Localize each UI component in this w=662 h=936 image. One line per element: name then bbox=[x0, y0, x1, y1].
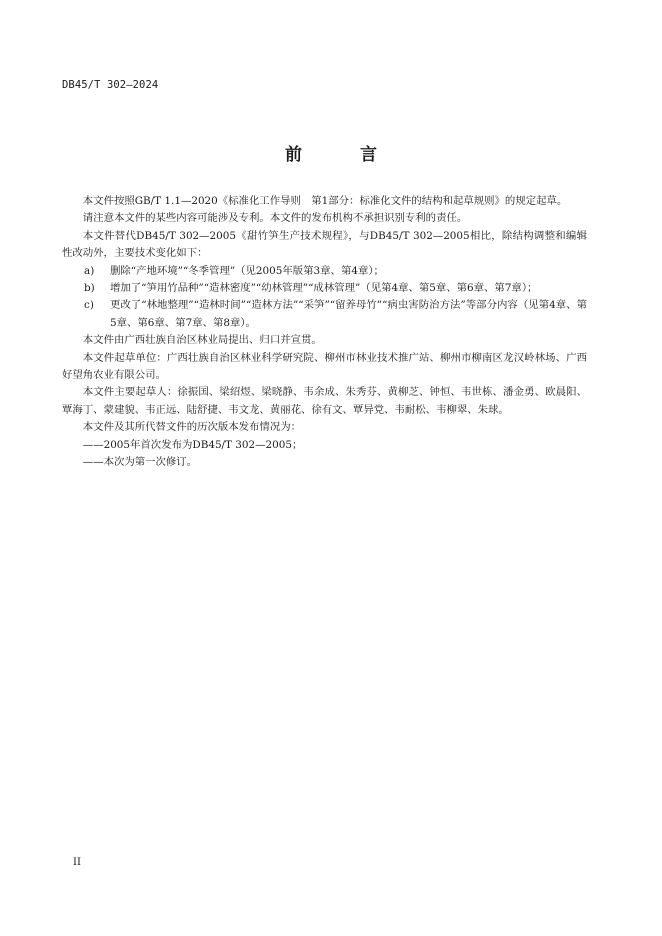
list-marker: b) bbox=[84, 282, 95, 295]
list-text: 更改了“林地整理”“造林时间”“造林方法”“采笋”“留养母竹”“病虫害防治方法”等部分内容（见第4章、第5章、第6章、第7章、第8章）。 bbox=[110, 299, 587, 329]
paragraph-replacement: 本文件替代DB45/T 302—2005《甜竹笋生产技术规程》，与DB45/T 302—2005相比，除结构调整和编辑性改动外，主要技术变化如下： bbox=[62, 229, 587, 260]
paragraph-patent-notice: 请注意本文件的某些内容可能涉及专利。本文件的发布机构不承担识别专利的责任。 bbox=[82, 212, 468, 225]
list-text: 增加了“笋用竹品种”“造林密度”“幼林管理”“成林管理”（见第4章、第5章、第6章、第7章）； bbox=[110, 282, 538, 295]
foreword-body bbox=[62, 193, 587, 472]
list-item bbox=[62, 280, 587, 297]
list-item bbox=[62, 297, 587, 332]
paragraph-drafting-units: 本文件起草单位：广西壮族自治区林业科学研究院、柳州市林业技术推广站、柳州市柳南区龙汉岭林场、广西好望角农业有限公司。 bbox=[62, 351, 587, 382]
paragraph-drafters: 本文件主要起草人：徐振国、梁绍煜、梁晓静、韦余成、朱秀芬、黄柳芝、钟恒、韦世栋、潘金勇、欧晨阳、覃海丁、蒙建貌、韦正远、陆舒捷、韦文龙、黄丽花、徐有文、覃异党、韦耐松、韦柳翠、朱球。 bbox=[62, 386, 587, 416]
paragraph-version-history: 本文件及其所代替文件的历次版本发布情况为： bbox=[82, 421, 301, 434]
list-marker: c) bbox=[84, 299, 94, 312]
paragraph-drafting-rules: 本文件按照GB/T 1.1—2020《标准化工作导则 第1部分：标准化文件的结构和起草规则》的规定起草。 bbox=[82, 195, 568, 207]
paragraph-history-first: ——2005年首次发布为DB45/T 302—2005； bbox=[82, 438, 303, 451]
page-number: II bbox=[73, 857, 81, 868]
list-item bbox=[62, 263, 587, 280]
page-title: 前 言 bbox=[285, 145, 403, 165]
document-code: DB45/T 302—2024 bbox=[62, 79, 159, 91]
list-marker: a) bbox=[84, 264, 95, 277]
list-text: 删除“产地环境”“冬季管理”（见2005年版第3章、第4章）； bbox=[110, 264, 384, 277]
paragraph-proposer: 本文件由广西壮族自治区林业局提出、归口并宣贯。 bbox=[82, 334, 322, 347]
paragraph-history-revision: ——本次为第一次修订。 bbox=[82, 456, 198, 469]
